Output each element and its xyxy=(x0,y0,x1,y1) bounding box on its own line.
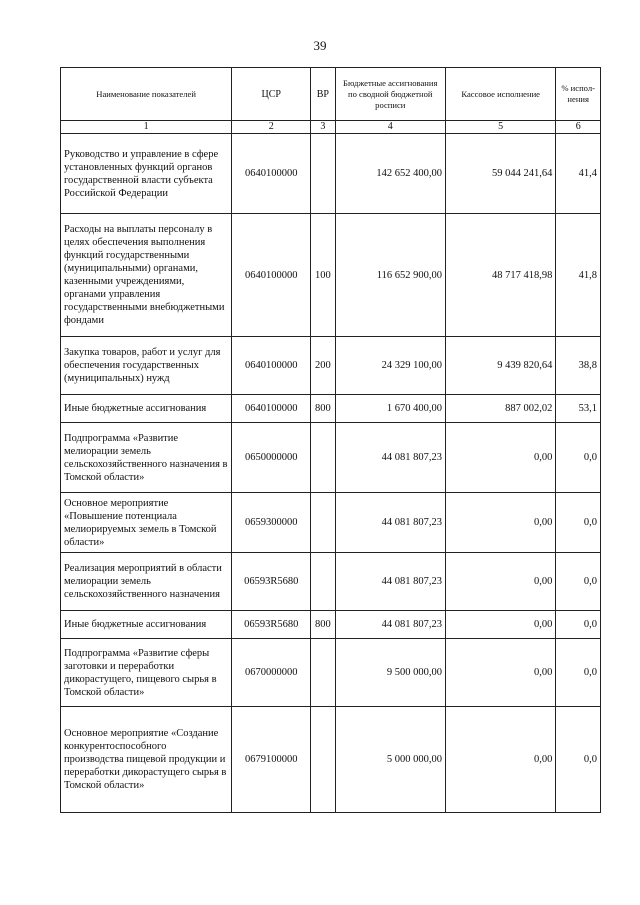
page-number: 39 xyxy=(313,38,327,53)
execution-percent-cell: 0,0 xyxy=(556,707,601,813)
table-row xyxy=(61,493,601,553)
indicator-name-cell: Иные бюджетные ассигнования xyxy=(61,611,232,639)
csr-code-cell: 0679100000 xyxy=(232,707,311,813)
cash-execution-cell: 9 439 820,64 xyxy=(445,337,555,395)
csr-code-cell: 0650000000 xyxy=(232,423,311,493)
column-number: 4 xyxy=(335,121,445,134)
execution-percent-cell: 0,0 xyxy=(556,611,601,639)
csr-code-cell: 06593R5680 xyxy=(232,611,311,639)
budget-allocation-cell: 142 652 400,00 xyxy=(335,134,445,214)
budget-allocation-cell: 44 081 807,23 xyxy=(335,553,445,611)
header-execution-percent: % испол-нения xyxy=(556,68,601,121)
cash-execution-cell: 0,00 xyxy=(445,423,555,493)
vr-code-cell xyxy=(311,707,335,813)
indicator-name-cell: Подпрограмма «Развитие сферы заготовки и переработки дикорастущего, пищевого сырья в Томской области» xyxy=(61,639,232,707)
column-number: 1 xyxy=(61,121,232,134)
execution-percent-cell: 41,8 xyxy=(556,214,601,337)
execution-percent-cell: 0,0 xyxy=(556,553,601,611)
indicator-name-cell: Расходы на выплаты персоналу в целях обеспечения выполнения функций государственными (муниципальными) органами, казенными учреждениями, органами управления государственными внебюджетными фондами xyxy=(61,214,232,337)
table-row xyxy=(61,134,601,214)
execution-percent-cell: 0,0 xyxy=(556,493,601,553)
csr-code-cell: 0640100000 xyxy=(232,214,311,337)
header-csr: ЦСР xyxy=(232,68,311,121)
budget-allocation-cell: 9 500 000,00 xyxy=(335,639,445,707)
cash-execution-cell: 59 044 241,64 xyxy=(445,134,555,214)
vr-code-cell: 200 xyxy=(311,337,335,395)
execution-percent-cell: 53,1 xyxy=(556,395,601,423)
budget-allocation-cell: 44 081 807,23 xyxy=(335,423,445,493)
vr-code-cell xyxy=(311,423,335,493)
vr-code-cell: 800 xyxy=(311,395,335,423)
execution-percent-cell: 0,0 xyxy=(556,423,601,493)
vr-code-cell xyxy=(311,639,335,707)
vr-code-cell xyxy=(311,553,335,611)
indicator-name-cell: Реализация мероприятий в области мелиорации земель сельскохозяйственного назначения xyxy=(61,553,232,611)
vr-code-cell xyxy=(311,134,335,214)
csr-code-cell: 0640100000 xyxy=(232,395,311,423)
execution-percent-cell: 41,4 xyxy=(556,134,601,214)
table-row xyxy=(61,707,601,813)
cash-execution-cell: 0,00 xyxy=(445,611,555,639)
vr-code-cell xyxy=(311,493,335,553)
table-row xyxy=(61,611,601,639)
cash-execution-cell: 0,00 xyxy=(445,553,555,611)
table-row xyxy=(61,214,601,337)
column-number: 3 xyxy=(311,121,335,134)
budget-allocation-cell: 24 329 100,00 xyxy=(335,337,445,395)
table-row xyxy=(61,639,601,707)
vr-code-cell: 800 xyxy=(311,611,335,639)
column-number: 6 xyxy=(556,121,601,134)
budget-allocation-cell: 44 081 807,23 xyxy=(335,611,445,639)
indicator-name-cell: Подпрограмма «Развитие мелиорации земель сельскохозяйственного назначения в Томской области» xyxy=(61,423,232,493)
header-cash-execution: Кассовое исполнение xyxy=(445,68,555,121)
execution-percent-cell: 0,0 xyxy=(556,639,601,707)
vr-code-cell: 100 xyxy=(311,214,335,337)
table-row xyxy=(61,553,601,611)
csr-code-cell: 06593R5680 xyxy=(232,553,311,611)
csr-code-cell: 0640100000 xyxy=(232,337,311,395)
header-indicator-name: Наименование показателей xyxy=(61,68,232,121)
table-row xyxy=(61,337,601,395)
indicator-name-cell: Закупка товаров, работ и услуг для обеспечения государственных (муниципальных) нужд xyxy=(61,337,232,395)
indicator-name-cell: Основное мероприятие «Создание конкурентоспособного производства пищевой продукции и переработки дикорастущего сырья в Томской области» xyxy=(61,707,232,813)
csr-code-cell: 0670000000 xyxy=(232,639,311,707)
budget-allocation-cell: 116 652 900,00 xyxy=(335,214,445,337)
header-budget-allocations: Бюджетные ассигнования по сводной бюджетной росписи xyxy=(335,68,445,121)
cash-execution-cell: 0,00 xyxy=(445,493,555,553)
indicator-name-cell: Иные бюджетные ассигнования xyxy=(61,395,232,423)
indicator-name-cell: Руководство и управление в сфере установленных функций органов государственной власти субъекта Российской Федерации xyxy=(61,134,232,214)
budget-execution-table xyxy=(60,67,601,813)
budget-allocation-cell: 1 670 400,00 xyxy=(335,395,445,423)
budget-allocation-cell: 5 000 000,00 xyxy=(335,707,445,813)
cash-execution-cell: 0,00 xyxy=(445,707,555,813)
table-row xyxy=(61,395,601,423)
csr-code-cell: 0640100000 xyxy=(232,134,311,214)
column-number: 2 xyxy=(232,121,311,134)
execution-percent-cell: 38,8 xyxy=(556,337,601,395)
header-vr: ВР xyxy=(311,68,335,121)
table-row xyxy=(61,423,601,493)
cash-execution-cell: 48 717 418,98 xyxy=(445,214,555,337)
csr-code-cell: 0659300000 xyxy=(232,493,311,553)
cash-execution-cell: 0,00 xyxy=(445,639,555,707)
column-number: 5 xyxy=(445,121,555,134)
indicator-name-cell: Основное мероприятие «Повышение потенциала мелиорируемых земель в Томской области» xyxy=(61,493,232,553)
budget-allocation-cell: 44 081 807,23 xyxy=(335,493,445,553)
cash-execution-cell: 887 002,02 xyxy=(445,395,555,423)
